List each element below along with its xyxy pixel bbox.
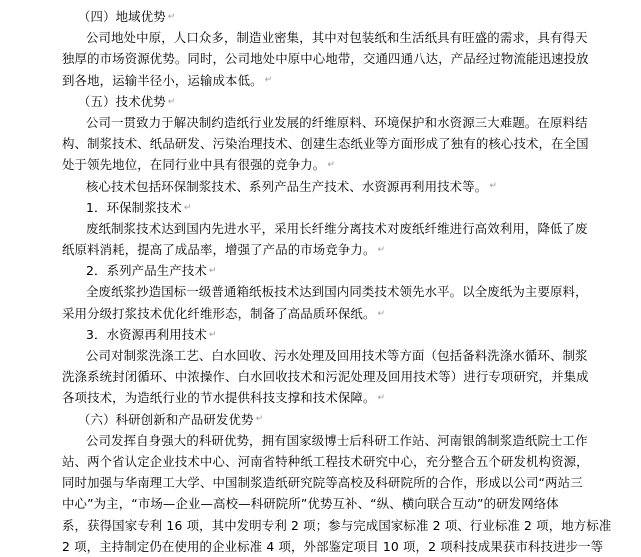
- paragraph-mark-icon: ↵: [208, 329, 217, 340]
- line-text: 系，获得国家专利 16 项，其中发明专利 2 项；参与完成国家标准 2 项、行业标准 2 项，地方标准: [62, 517, 612, 533]
- text-line: [62, 70, 613, 91]
- line-text: 2 项，主持制定仍在使用的企业标准 4 项，外部鉴定项目 10 项，2 项科技成果获市科技进步一等: [62, 538, 604, 554]
- text-line: [62, 197, 613, 218]
- line-text: 废纸制浆技术达到国内先进水平，采用长纤维分离技术对废纸纤维进行高效利用，降低了废: [86, 220, 588, 236]
- paragraph-mark-icon: ↵: [167, 11, 176, 22]
- text-line: [62, 409, 613, 430]
- text-line: [62, 48, 613, 69]
- text-line: [62, 515, 613, 536]
- text-line: [62, 324, 613, 345]
- text-line: [62, 430, 613, 451]
- line-text: 洗涤系统封闭循环、中浓操作、白水回收技术和污泥处理及回用技术等）进行专项研究，并集成: [62, 369, 589, 385]
- line-text: 公司对制浆洗涤工艺、白水回收、污水处理及回用技术等方面（包括备料洗涤水循环、制浆: [86, 348, 588, 363]
- text-line: [62, 176, 613, 197]
- line-text: （五）技术优势: [78, 93, 166, 109]
- text-line: [62, 6, 613, 27]
- text-line: [62, 260, 613, 281]
- text-line: [62, 281, 613, 302]
- line-text: 同时加强与华南理工大学、中国制浆造纸研究院等高校及科研院所的合作，形成以公司“两站三: [62, 475, 583, 491]
- text-line: [62, 91, 613, 112]
- text-line: [62, 366, 613, 387]
- paragraph-mark-icon: ↵: [264, 75, 273, 86]
- line-text: 3．水资源再利用技术: [86, 326, 207, 342]
- line-text: 各项技术，为造纸行业的节水提供科技支撑和技术保障。: [62, 390, 376, 406]
- line-text: 公司一贯致力于解决制约造纸行业发展的纤维原料、环境保护和水资源三大难题。在原料结: [86, 114, 588, 130]
- paragraph-mark-icon: ↵: [183, 202, 192, 213]
- line-text: 全废纸浆抄造国标一级普通箱纸板技术达到国内同类技术领先水平。以全废纸为主要原料，: [86, 284, 588, 300]
- paragraph-mark-icon: ↵: [489, 181, 498, 192]
- line-text: 构、制浆技术、纸品研发、污染治理技术、创建生态纸业等方面形成了独有的核心技术，在全国: [62, 136, 589, 152]
- text-line: [62, 472, 613, 493]
- paragraph-mark-icon: ↵: [255, 414, 264, 425]
- text-line: [62, 27, 613, 48]
- paragraph-mark-icon: ↵: [377, 393, 386, 404]
- line-text: 处于领先地位，在同行业中具有很强的竞争力。: [62, 157, 326, 173]
- text-line: [62, 493, 613, 514]
- paragraph-mark-icon: ↵: [167, 96, 176, 107]
- text-line: [62, 451, 613, 472]
- paragraph-mark-icon: ↵: [377, 308, 386, 319]
- line-text: 1．环保制浆技术: [86, 199, 182, 215]
- text-line: [62, 303, 613, 324]
- text-line: [62, 133, 613, 154]
- text-line: [62, 218, 613, 239]
- text-line: [62, 112, 613, 133]
- text-line: [62, 345, 613, 366]
- line-text: 公司发挥自身强大的科研优势，拥有国家级博士后科研工作站、河南银鸽制浆造纸院士工作: [86, 432, 588, 448]
- line-text: 2．系列产品生产技术: [86, 263, 207, 279]
- paragraph-mark-icon: ↵: [327, 160, 336, 171]
- line-text: 站、两个省认定企业技术中心、河南省特种纸工程技术研究中心，充分整合五个研发机构资源，: [62, 453, 589, 469]
- paragraph-mark-icon: ↵: [377, 244, 386, 255]
- line-text: 采用分级打浆技术优化纤维形态，制备了高品质环保纸。: [62, 305, 376, 321]
- text-line: [62, 239, 613, 260]
- line-text: 核心技术包括环保制浆技术、系列产品生产技术、水资源再利用技术等。: [86, 178, 488, 194]
- line-text: 中心”为主，“市场—企业—高校—科研院所”优势互补、“纵、横向联合互动”的研发网络体: [62, 496, 559, 512]
- line-text: （四）地域优势: [78, 9, 166, 24]
- text-line: [62, 536, 613, 557]
- text-line: [62, 387, 613, 408]
- line-text: 纸原料消耗，提高了成品率，增强了产品的市场竞争力。: [62, 242, 376, 258]
- paragraph-mark-icon: ↵: [208, 266, 217, 277]
- line-text: 公司地处中原，人口众多，制造业密集，其中对包装纸和生活纸具有旺盛的需求，具有得天: [86, 30, 588, 46]
- line-text: 独厚的市场资源优势。同时，公司地处中原中心地带，交通四通八达，产品经过物流能迅速投放: [62, 51, 589, 67]
- line-text: 到各地，运输半径小，运输成本低。: [62, 72, 263, 88]
- line-text: （六）科研创新和产品研发优势: [78, 411, 254, 427]
- text-line: [62, 154, 613, 175]
